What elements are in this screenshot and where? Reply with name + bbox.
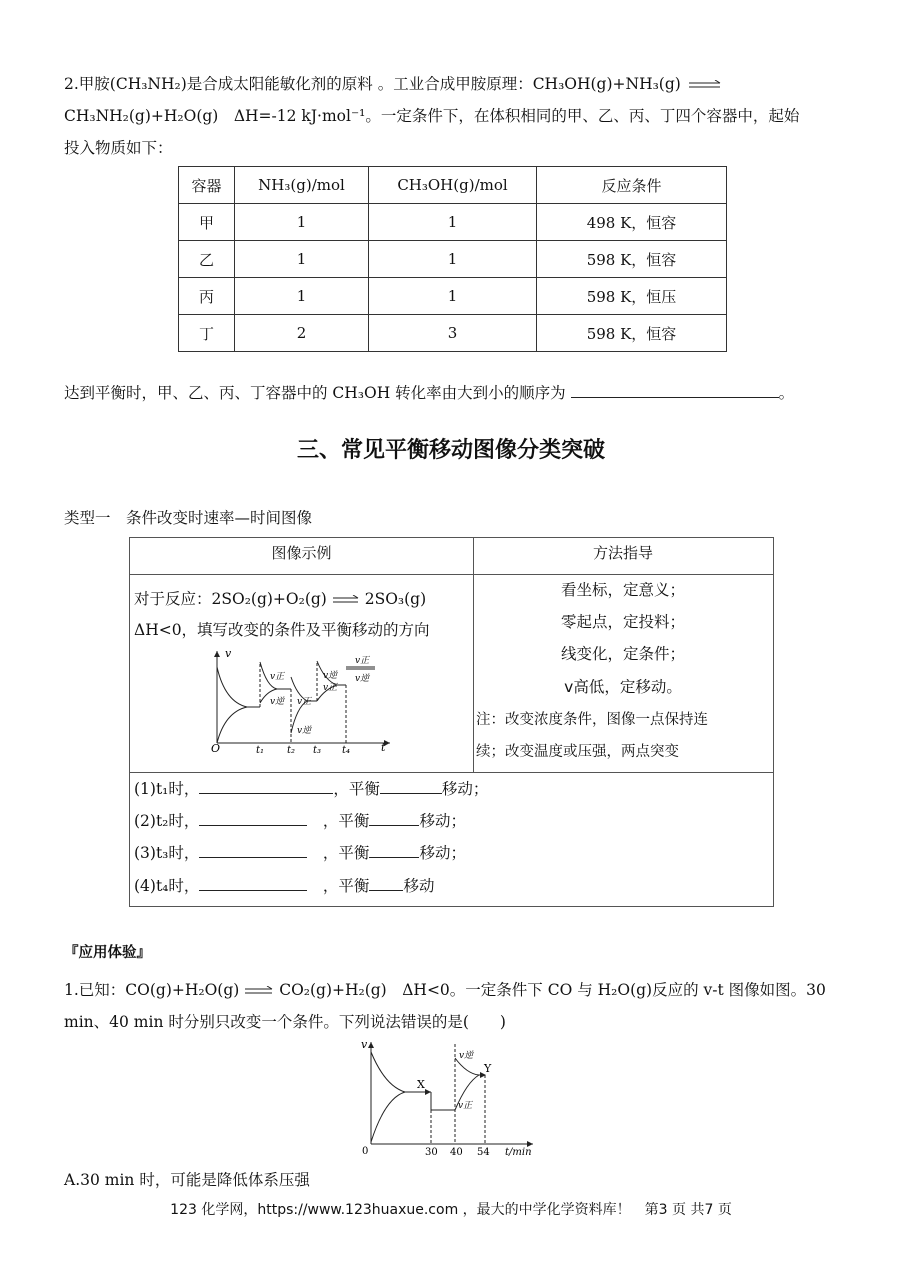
tick-label: 30 — [425, 1147, 438, 1158]
tick-label: t₁ — [256, 745, 265, 756]
q2-answer-text: 达到平衡时，甲、乙、丙、丁容器中的 CH₃OH 转化率由大到小的顺序为 — [64, 384, 566, 402]
fill-mid: ，平衡 — [322, 812, 370, 830]
table-header-row — [179, 167, 727, 204]
table-cell: 甲 — [179, 204, 235, 241]
reaction-line-2: ΔH<0，填写改变的条件及平衡移动的方向 — [134, 621, 430, 639]
fill-line-4 — [134, 874, 434, 896]
fill-blank-direction[interactable] — [380, 779, 442, 794]
label-v-reverse: v逆 — [323, 671, 338, 681]
q1-text: 1.已知：CO(g)+H₂O(g) — [64, 981, 240, 999]
table-cell: 2 — [235, 315, 369, 352]
col-header-example: 图像示例 — [271, 544, 332, 562]
q2-line-2: CH₃NH₂(g)+H₂O(g) ΔH=-12 kJ·mol⁻¹。一定条件下，在体积相同的甲、乙、丙、丁四个容器中，起始 — [64, 107, 800, 125]
col-header-method: 方法指导 — [592, 544, 653, 562]
method-note-1: 注：改变浓度条件，图像一点保持连 — [476, 712, 708, 728]
practice-q1-line-1 — [64, 978, 826, 1000]
table-cell: 乙 — [179, 241, 235, 278]
table-cell: 1 — [369, 278, 537, 315]
section-title: 三、常见平衡移动图像分类突破 — [296, 438, 605, 463]
reaction-text: 对于反应：2SO₂(g)+O₂(g) — [134, 590, 327, 608]
table-row — [179, 204, 727, 241]
q2-line-3: 投入物质如下： — [64, 139, 173, 157]
q2-answer-end: 。 — [778, 384, 795, 402]
label-v-forward: v正 — [323, 683, 338, 693]
label-v-forward: v正 — [355, 656, 370, 666]
practice-title: 『应用体验』 — [64, 945, 151, 961]
fill-prefix: (4)t₄时， — [134, 877, 200, 895]
equilibrium-arrow-icon — [244, 986, 274, 996]
origin-label: O — [211, 742, 221, 755]
fill-line-1 — [134, 777, 488, 799]
co-vt-graph — [355, 1038, 540, 1158]
table-cell: 1 — [235, 241, 369, 278]
method-item: 线变化，定条件； — [560, 645, 685, 663]
table-cell: 598 K，恒容 — [537, 241, 727, 278]
tick-label: t₄ — [342, 745, 351, 756]
table-row — [179, 278, 727, 315]
point-label-x: X — [417, 1078, 425, 1091]
tick-label: 54 — [477, 1147, 490, 1158]
table-cell: 498 K，恒容 — [537, 204, 727, 241]
table-cell: 598 K，恒容 — [537, 315, 727, 352]
fill-suffix: 移动； — [419, 812, 466, 830]
fill-mid: ，平衡 — [322, 844, 370, 862]
fill-blank-direction[interactable] — [369, 843, 419, 858]
fill-prefix: (1)t₁时， — [134, 780, 200, 798]
label-v-reverse: v逆 — [459, 1051, 474, 1061]
axis-label-v: v — [225, 647, 232, 660]
practice-q1-line-2: min、40 min 时分别只改变一个条件。下列说法错误的是( ) — [64, 1013, 506, 1031]
method-item: 零起点，定投料； — [560, 613, 685, 631]
table-cell: 丙 — [179, 278, 235, 315]
page-footer: 123 化学网，https://www.123huaxue.com ，最大的中学化学资料库！ 第3 页 共7 页 — [170, 1202, 732, 1218]
tick-label: t₂ — [287, 745, 296, 756]
label-v-reverse: v逆 — [270, 697, 285, 707]
label-v-reverse: v逆 — [355, 674, 370, 684]
method-item: 看坐标，定意义； — [560, 581, 685, 599]
fill-blank-direction[interactable] — [369, 876, 403, 891]
type1-divider-h2 — [129, 772, 773, 773]
axis-label-t: t — [381, 741, 386, 754]
table-row — [179, 241, 727, 278]
fill-suffix: 移动； — [441, 780, 489, 798]
fill-blank-condition[interactable] — [199, 876, 307, 891]
fill-blank-condition[interactable] — [199, 843, 307, 858]
fill-mid: ，平衡 — [322, 877, 370, 895]
tick-label: t₃ — [313, 745, 322, 756]
table-header-cell: 反应条件 — [537, 167, 727, 204]
method-item: v高低，定移动。 — [564, 678, 682, 696]
fill-mid: ，平衡 — [333, 780, 380, 798]
reaction-line-1 — [134, 587, 426, 609]
table-cell: 3 — [369, 315, 537, 352]
fill-suffix: 移动； — [419, 844, 466, 862]
reaction-product: 2SO₃(g) — [364, 590, 427, 608]
fill-suffix: 移动 — [403, 877, 435, 895]
fill-line-3 — [134, 841, 466, 863]
table-cell: 1 — [369, 204, 537, 241]
origin-label: 0 — [362, 1146, 369, 1157]
fill-blank-condition[interactable] — [199, 779, 333, 794]
fill-prefix: (2)t₂时， — [134, 812, 200, 830]
equilibrium-arrow-icon — [688, 80, 722, 90]
label-v-forward: v正 — [458, 1101, 473, 1111]
q2-line-1-text: 2.甲胺(CH₃NH₂)是合成太阳能敏化剂的原料 。工业合成甲胺原理：CH₃OH(g)+NH₃(g) — [64, 75, 681, 93]
equilibrium-arrow-icon — [332, 595, 360, 605]
table-header-cell: CH₃OH(g)/mol — [369, 167, 537, 204]
table-cell: 1 — [235, 204, 369, 241]
fill-prefix: (3)t₃时， — [134, 844, 200, 862]
axis-label-t: t/min — [505, 1147, 532, 1158]
fill-blank-direction[interactable] — [369, 811, 419, 826]
tick-label: 40 — [450, 1147, 463, 1158]
fill-line-2 — [134, 809, 466, 831]
label-v-forward: v正 — [270, 672, 285, 682]
type1-divider-h1 — [129, 574, 773, 575]
table-header-cell: 容器 — [179, 167, 235, 204]
q1-text-cont: CO₂(g)+H₂(g) ΔH<0。一定条件下 CO 与 H₂O(g)反应的 v-t 图像如图。30 — [279, 981, 826, 999]
axis-label-v: v — [361, 1038, 368, 1051]
table-row — [179, 315, 727, 352]
q2-answer-line — [64, 381, 794, 403]
option-a: A.30 min 时，可能是降低体系压强 — [64, 1171, 310, 1189]
table-cell: 598 K，恒压 — [537, 278, 727, 315]
table-header-cell: NH₃(g)/mol — [235, 167, 369, 204]
label-v-reverse: v逆 — [297, 726, 312, 736]
point-label-y: Y — [484, 1062, 492, 1075]
table-cell: 1 — [235, 278, 369, 315]
table-cell: 丁 — [179, 315, 235, 352]
answer-blank[interactable] — [571, 383, 779, 398]
type1-title: 类型一 条件改变时速率—时间图像 — [64, 509, 313, 527]
feed-table — [178, 166, 727, 352]
fill-blank-condition[interactable] — [199, 811, 307, 826]
table-cell: 1 — [369, 241, 537, 278]
label-v-forward: v正 — [297, 697, 312, 707]
method-note-2: 续；改变温度或压强，两点突变 — [476, 744, 679, 760]
rate-time-graph — [205, 647, 395, 757]
q2-line-1 — [64, 72, 722, 94]
